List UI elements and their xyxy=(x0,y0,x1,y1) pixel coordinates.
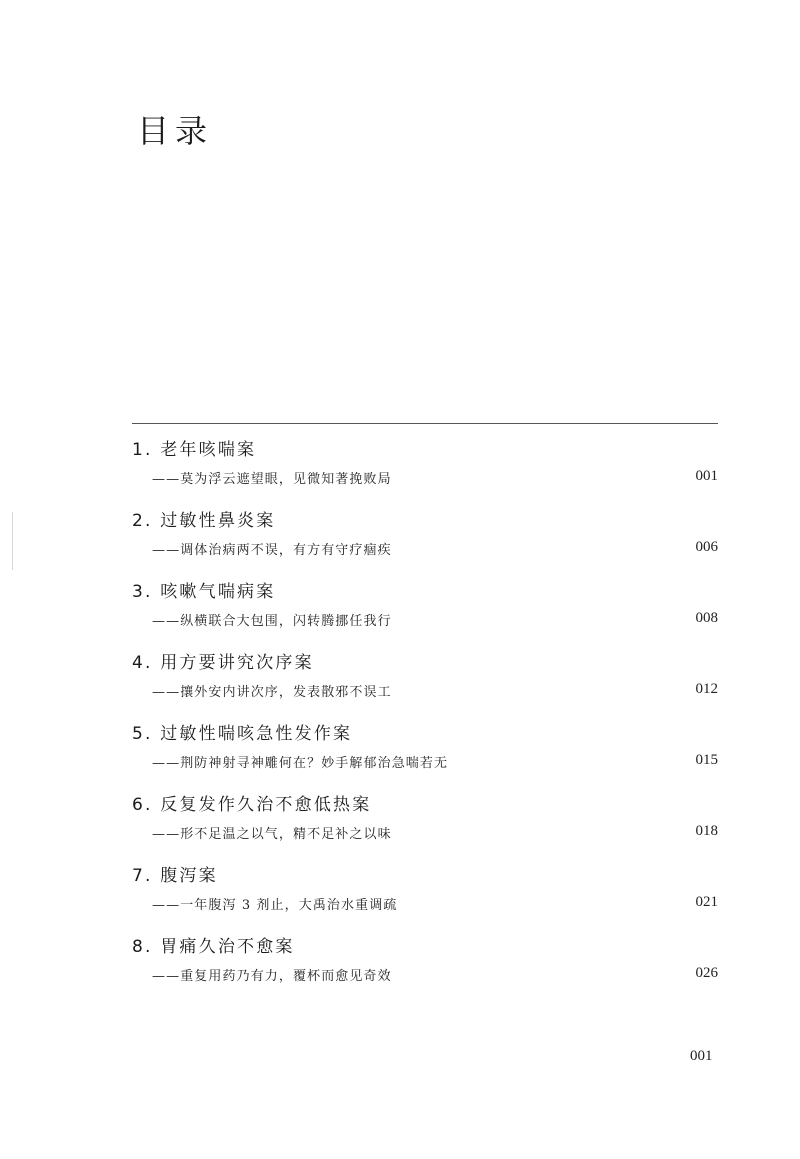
toc-entry-page-number: 026 xyxy=(695,965,718,981)
toc-entry-title: 1. 老年咳喘案 xyxy=(132,440,257,460)
toc-entry-page-number: 015 xyxy=(695,752,718,768)
table-of-contents xyxy=(132,430,718,998)
toc-entry-subtitle: ——形不足温之以气，精不足补之以味 xyxy=(152,827,392,842)
toc-entry-page-number: 021 xyxy=(695,894,718,910)
toc-entry-title: 8. 胃痛久治不愈案 xyxy=(132,937,295,957)
toc-entry[interactable] xyxy=(132,501,718,572)
divider-rule xyxy=(132,423,718,424)
page-title: 目录 xyxy=(137,112,214,150)
toc-entry-title: 3. 咳嗽气喘病案 xyxy=(132,582,276,602)
toc-entry-subtitle: ——重复用药乃有力，覆杯而愈见奇效 xyxy=(152,969,392,984)
toc-entry-page-number: 018 xyxy=(695,823,718,839)
toc-entry-title: 4. 用方要讲究次序案 xyxy=(132,653,314,673)
toc-entry[interactable] xyxy=(132,927,718,998)
toc-entry-title: 6. 反复发作久治不愈低热案 xyxy=(132,795,372,815)
toc-entry-page-number: 001 xyxy=(695,468,718,484)
toc-entry-page-number: 006 xyxy=(695,539,718,555)
toc-entry[interactable] xyxy=(132,643,718,714)
toc-entry-subtitle: ——一年腹泻 3 剂止，大禹治水重调疏 xyxy=(152,898,398,913)
toc-entry-title: 7. 腹泻案 xyxy=(132,866,218,886)
toc-entry[interactable] xyxy=(132,714,718,785)
toc-entry-subtitle: ——荆防神射寻神雕何在？妙手解郁治急喘若无 xyxy=(152,756,449,771)
toc-entry-subtitle: ——调体治病两不误，有方有守疗痼疾 xyxy=(152,543,392,558)
toc-entry-page-number: 012 xyxy=(695,681,718,697)
toc-entry-subtitle: ——莫为浮云遮望眼，见微知著挽败局 xyxy=(152,472,392,487)
page-folio-number: 001 xyxy=(690,1048,713,1064)
toc-entry-subtitle: ——纵横联合大包围，闪转腾挪任我行 xyxy=(152,614,392,629)
toc-entry-title: 5. 过敏性喘咳急性发作案 xyxy=(132,724,353,744)
toc-entry-page-number: 008 xyxy=(695,610,718,626)
toc-entry-title: 2. 过敏性鼻炎案 xyxy=(132,511,276,531)
page-edge-mark xyxy=(0,512,13,570)
toc-entry[interactable] xyxy=(132,572,718,643)
toc-entry[interactable] xyxy=(132,430,718,501)
toc-entry[interactable] xyxy=(132,856,718,927)
toc-entry[interactable] xyxy=(132,785,718,856)
toc-entry-subtitle: ——攘外安内讲次序，发表散邪不误工 xyxy=(152,685,392,700)
